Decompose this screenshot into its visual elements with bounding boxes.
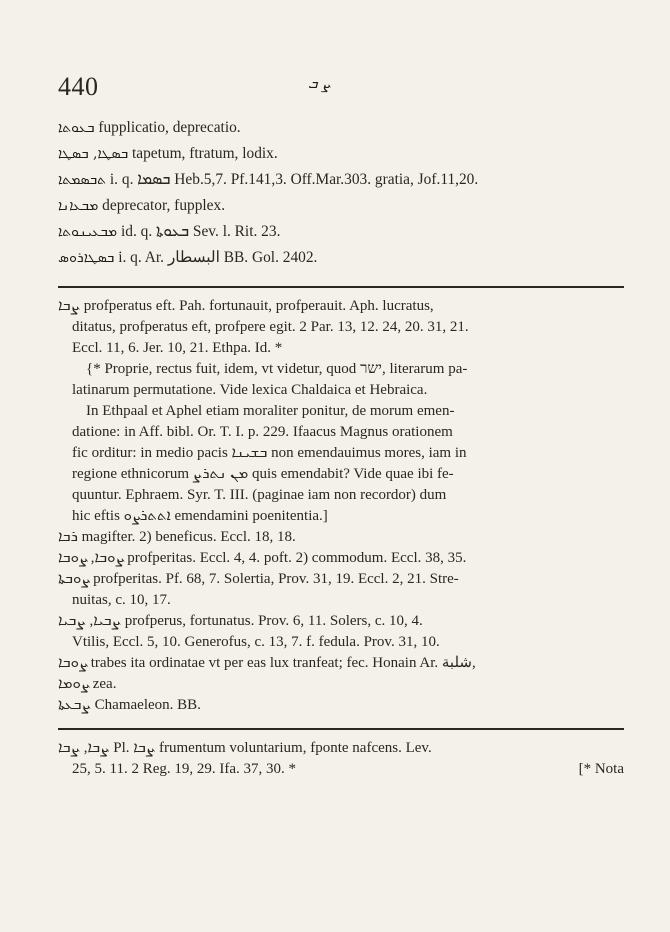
text-line: ܨܒܥܬܐ Chamaeleon. BB. [58,697,201,713]
text-line: latinarum permutatione. Vide lexica Chaldaica et Hebraica. [72,382,428,398]
entry-text: i. q. Ar. البسطار BB. Gol. 2402. [118,249,318,266]
entry [58,196,628,216]
text-line: regione ethnicorum ܡܢ ܢܬܪܨ quis emendabit? Vide quae ibi fe- [72,466,454,482]
text-line: Eccl. 11, 6. Jer. 10, 21. Ethpa. Id. * [72,340,283,356]
page-number: 440 [58,72,99,101]
text-line: ܨܘܡܐ zea. [58,676,117,692]
entry [58,118,628,138]
section-block [58,296,624,716]
footnote-marker: [* Nota [578,761,624,777]
syriac-lemma: ܒܥܘܬܐ [58,120,95,136]
text-line: ܨܒܐ profperatus eft. Pah. fortunauit, profperauit. Aph. lucratus, [58,298,434,314]
text-line: ܨܒܐ, ܨܒܐ Pl. ܨܒܐ frumentum voluntarium, fponte nafcens. Lev. [58,740,432,756]
text-line: ܨܒܝܐ, ܨܒܝܐ profperus, fortunatus. Prov. 6, 11. Solers, c. 10, 4. [58,613,423,629]
text-line: {* Proprie, rectus fuit, idem, vt videtur, quod ישר, literarum pa- [86,361,468,377]
section-rule [58,728,624,730]
entry-text: tapetum, ftratum, lodix. [131,145,278,162]
section-rule [58,286,624,288]
text-line: datione: in Aff. bibl. Or. T. I. p. 229. Ifaacus Magnus orationem [72,424,453,440]
entry-text: id. q. ܒܥܘܬܐ Sev. l. Rit. 23. [120,223,281,240]
text-line: ܨܘܒܐ trabes ita ordinatae vt per eas lux tranfeat; fec. Honain Ar. شلبة, [58,655,476,671]
entry-text: i. q. ܒܣܡܐ Heb.5,7. Pf.141,3. Off.Mar.303. gratia, Jof.11,20. [109,171,479,188]
text-line: ditatus, profperatus eft, profpere egit. 2 Par. 13, 12. 24, 20. 31, 21. [72,319,469,335]
entry [58,222,628,242]
text-line [58,759,624,780]
entry [58,144,628,164]
text-line: fic orditur: in medio pacis ܒܫܝܢܐ non emendauimus mores, iam in [72,445,467,461]
text-line: In Ethpaal et Aphel etiam moraliter ponitur, de morum emen- [86,403,455,419]
section-block [58,738,624,780]
text-span: 25, 5. 11. 2 Reg. 19, 29. Ifa. 37, 30. * [72,761,297,777]
entry-text: deprecator, fupplex. [102,197,226,214]
page-header [58,72,618,102]
text-line: ܪܒܐ magifter. 2) beneficus. Eccl. 18, 18. [58,529,296,545]
text-line: ܨܘܒܐ, ܨܘܒܐ profperitas. Eccl. 4, 4. poft. 2) commodum. Eccl. 38, 35. [58,550,467,566]
entry-text: fupplicatio, deprecatio. [98,119,241,136]
text-line: nuitas, c. 10, 17. [72,592,171,608]
syriac-lemma: ܡܒܥܝܢܘܬܐ [58,224,118,240]
text-line: quuntur. Ephraem. Syr. T. III. (paginae iam non recordor) dum [72,487,447,503]
running-head: ܨ ܒ [308,76,331,92]
syriac-lemma: ܡܒܥܐܢܐ [58,198,99,214]
entry [58,170,628,190]
text-line: Vtilis, Eccl. 5, 10. Generofus, c. 13, 7. f. fedula. Prov. 31, 10. [72,634,440,650]
syriac-lemma: ܒܣܛܐ, ܒܣܛܐ [58,146,129,162]
syriac-lemma: ܬܒܣܡܬܐ [58,172,107,188]
entry [58,248,628,268]
text-line: ܨܘܒܬܐ profperitas. Pf. 68, 7. Solertia, Prov. 31, 19. Eccl. 2, 21. Stre- [58,571,459,587]
text-line: hic eftis ܐܬܬܪܨܘ emendamini poenitentia.] [72,508,328,524]
syriac-lemma: ܒܣܛܐܪܘܣ [58,250,115,266]
